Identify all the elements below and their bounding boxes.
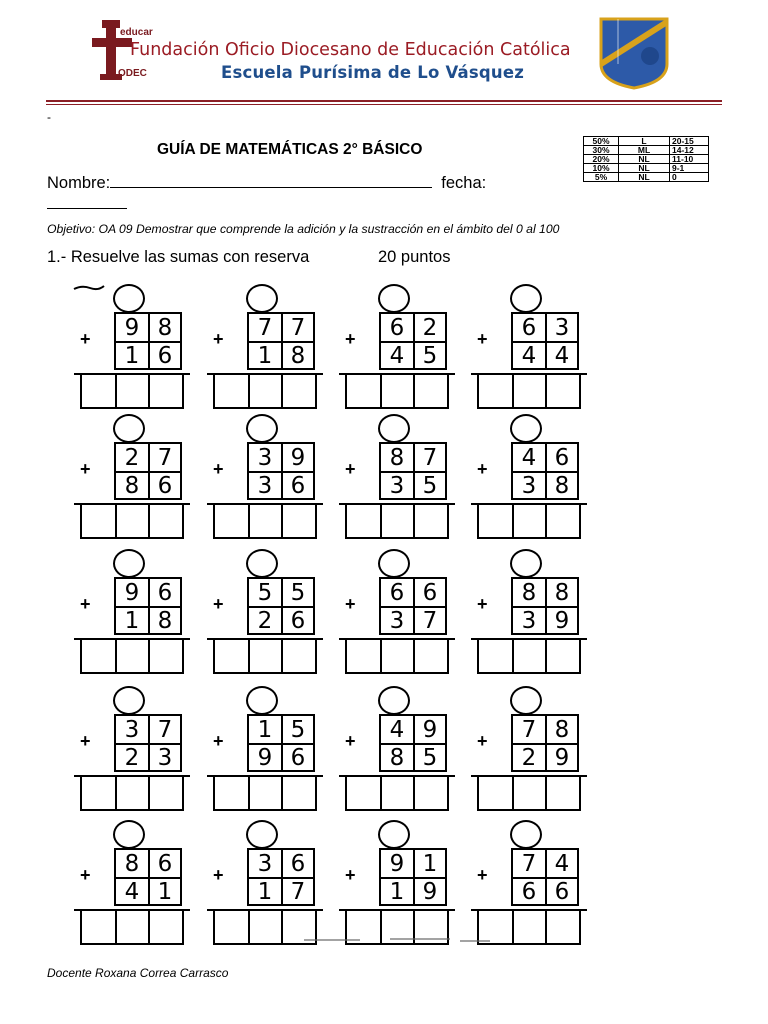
carry-circle[interactable] bbox=[378, 414, 410, 443]
bottom-units-digit: 4 bbox=[554, 343, 570, 369]
plus-sign: + bbox=[477, 731, 488, 751]
addends-grid bbox=[247, 442, 315, 500]
answer-boxes[interactable] bbox=[345, 375, 449, 409]
bottom-units-digit: 5 bbox=[422, 745, 438, 771]
grade-scale-table bbox=[583, 136, 709, 182]
carry-circle[interactable] bbox=[246, 284, 278, 313]
question-points: 20 puntos bbox=[378, 248, 451, 266]
top-tens-digit: 8 bbox=[521, 580, 537, 606]
top-units-digit: 6 bbox=[157, 580, 173, 606]
bottom-tens-digit: 3 bbox=[389, 473, 405, 499]
addition-exercise bbox=[339, 686, 457, 816]
bottom-units-digit: 9 bbox=[554, 745, 570, 771]
grade-cell: 20% bbox=[584, 155, 619, 164]
top-tens-digit: 7 bbox=[257, 315, 273, 341]
addends-grid bbox=[379, 714, 447, 772]
carry-circle[interactable] bbox=[510, 686, 542, 715]
bottom-tens-digit: 1 bbox=[124, 343, 140, 369]
shield-icon bbox=[598, 16, 670, 90]
addends-grid bbox=[511, 312, 579, 370]
top-units-digit: 6 bbox=[290, 851, 306, 877]
bottom-tens-digit: 1 bbox=[257, 879, 273, 905]
addends-grid bbox=[247, 577, 315, 635]
plus-sign: + bbox=[80, 731, 91, 751]
carry-circle[interactable] bbox=[113, 414, 145, 443]
answer-boxes[interactable] bbox=[345, 505, 449, 539]
carry-circle[interactable] bbox=[246, 686, 278, 715]
top-tens-digit: 6 bbox=[389, 315, 405, 341]
top-units-digit: 7 bbox=[157, 445, 173, 471]
school-shield bbox=[598, 16, 670, 90]
addition-exercise bbox=[207, 414, 325, 544]
bottom-units-digit: 9 bbox=[554, 608, 570, 634]
top-tens-digit: 8 bbox=[389, 445, 405, 471]
plus-sign: + bbox=[213, 329, 224, 349]
bottom-tens-digit: 2 bbox=[257, 608, 273, 634]
question-1 bbox=[47, 248, 451, 267]
addition-exercise bbox=[74, 686, 192, 816]
bottom-tens-digit: 8 bbox=[389, 745, 405, 771]
answer-boxes[interactable] bbox=[345, 640, 449, 674]
addition-exercise bbox=[471, 284, 589, 414]
bottom-tens-digit: 1 bbox=[389, 879, 405, 905]
bottom-tens-digit: 4 bbox=[389, 343, 405, 369]
top-tens-digit: 3 bbox=[124, 717, 140, 743]
carry-circle[interactable] bbox=[510, 414, 542, 443]
bottom-tens-digit: 2 bbox=[521, 745, 537, 771]
bottom-units-digit: 1 bbox=[157, 879, 173, 905]
bottom-tens-digit: 3 bbox=[389, 608, 405, 634]
cropped-text-mark bbox=[300, 934, 590, 946]
answer-boxes[interactable] bbox=[477, 505, 581, 539]
addition-exercise bbox=[207, 820, 325, 950]
top-tens-digit: 2 bbox=[124, 445, 140, 471]
top-units-digit: 7 bbox=[422, 445, 438, 471]
name-blank bbox=[110, 171, 432, 188]
bottom-units-digit: 6 bbox=[290, 608, 306, 634]
grade-cell: 50% bbox=[584, 137, 619, 146]
top-tens-digit: 3 bbox=[257, 445, 273, 471]
answer-boxes[interactable] bbox=[477, 375, 581, 409]
top-tens-digit: 1 bbox=[257, 717, 273, 743]
bottom-units-digit: 6 bbox=[157, 473, 173, 499]
header-rule-thin bbox=[46, 104, 722, 105]
addition-exercise bbox=[471, 686, 589, 816]
addition-exercise bbox=[207, 284, 325, 414]
addends-grid bbox=[379, 312, 447, 370]
answer-boxes[interactable] bbox=[477, 777, 581, 811]
bottom-tens-digit: 2 bbox=[124, 745, 140, 771]
top-units-digit: 6 bbox=[422, 580, 438, 606]
answer-boxes[interactable] bbox=[213, 505, 317, 539]
bottom-tens-digit: 9 bbox=[257, 745, 273, 771]
top-tens-digit: 8 bbox=[124, 851, 140, 877]
top-units-digit: 6 bbox=[157, 851, 173, 877]
grade-cell: 5% bbox=[584, 173, 619, 182]
top-tens-digit: 4 bbox=[389, 717, 405, 743]
name-label: Nombre: bbox=[47, 174, 111, 192]
addends-grid bbox=[114, 577, 182, 635]
bottom-units-digit: 6 bbox=[157, 343, 173, 369]
addends-grid bbox=[511, 848, 579, 906]
header-rule bbox=[46, 100, 722, 102]
plus-sign: + bbox=[477, 459, 488, 479]
plus-sign: + bbox=[345, 329, 356, 349]
answer-boxes[interactable] bbox=[80, 911, 184, 945]
logo-top-text: educar bbox=[120, 27, 153, 38]
addition-exercise bbox=[74, 414, 192, 544]
addition-exercise bbox=[207, 686, 325, 816]
plus-sign: + bbox=[80, 594, 91, 614]
grade-cell: L bbox=[619, 137, 670, 146]
date-blank bbox=[47, 208, 127, 209]
top-units-digit: 8 bbox=[554, 717, 570, 743]
top-tens-digit: 7 bbox=[521, 851, 537, 877]
plus-sign: + bbox=[213, 459, 224, 479]
question-label: 1.- Resuelve las sumas con reserva bbox=[47, 248, 310, 266]
bottom-units-digit: 8 bbox=[554, 473, 570, 499]
grade-cell: NL bbox=[619, 155, 670, 164]
addends-grid bbox=[511, 442, 579, 500]
grade-cell: 11-10 bbox=[670, 155, 709, 164]
plus-sign: + bbox=[477, 865, 488, 885]
carry-circle[interactable] bbox=[113, 820, 145, 849]
bottom-tens-digit: 3 bbox=[521, 608, 537, 634]
plus-sign: + bbox=[80, 459, 91, 479]
addends-grid bbox=[379, 848, 447, 906]
top-tens-digit: 9 bbox=[124, 580, 140, 606]
plus-sign: + bbox=[213, 731, 224, 751]
answer-boxes[interactable] bbox=[477, 640, 581, 674]
answer-boxes[interactable] bbox=[345, 777, 449, 811]
grade-cell: 9-1 bbox=[670, 164, 709, 173]
carry-circle[interactable] bbox=[246, 820, 278, 849]
plus-sign: + bbox=[80, 865, 91, 885]
addends-grid bbox=[247, 312, 315, 370]
addition-exercise bbox=[471, 414, 589, 544]
answer-boxes[interactable] bbox=[213, 640, 317, 674]
top-units-digit: 3 bbox=[554, 315, 570, 341]
bottom-units-digit: 7 bbox=[290, 879, 306, 905]
top-units-digit: 1 bbox=[422, 851, 438, 877]
carry-circle[interactable] bbox=[246, 549, 278, 578]
top-units-digit: 2 bbox=[422, 315, 438, 341]
addition-exercise bbox=[74, 820, 192, 950]
bottom-tens-digit: 6 bbox=[521, 879, 537, 905]
bottom-units-digit: 3 bbox=[157, 745, 173, 771]
plus-sign: + bbox=[345, 731, 356, 751]
bottom-units-digit: 8 bbox=[157, 608, 173, 634]
plus-sign: + bbox=[477, 329, 488, 349]
top-tens-digit: 6 bbox=[521, 315, 537, 341]
carry-circle[interactable] bbox=[378, 549, 410, 578]
bottom-tens-digit: 3 bbox=[257, 473, 273, 499]
addition-exercise bbox=[339, 414, 457, 544]
answer-boxes[interactable] bbox=[80, 505, 184, 539]
top-units-digit: 8 bbox=[554, 580, 570, 606]
bottom-tens-digit: 8 bbox=[124, 473, 140, 499]
top-units-digit: 4 bbox=[554, 851, 570, 877]
carry-circle[interactable] bbox=[510, 549, 542, 578]
addends-grid bbox=[247, 848, 315, 906]
carry-circle[interactable] bbox=[378, 820, 410, 849]
grade-row bbox=[584, 173, 709, 182]
addends-grid bbox=[247, 714, 315, 772]
top-tens-digit: 9 bbox=[389, 851, 405, 877]
top-units-digit: 7 bbox=[157, 717, 173, 743]
addends-grid bbox=[511, 714, 579, 772]
teacher-signature: Docente Roxana Correa Carrasco bbox=[47, 966, 229, 980]
bottom-units-digit: 5 bbox=[422, 473, 438, 499]
school-name: Escuela Purísima de Lo Vásquez bbox=[221, 63, 525, 82]
name-date-line bbox=[47, 171, 486, 193]
bottom-tens-digit: 1 bbox=[257, 343, 273, 369]
plus-sign: + bbox=[345, 594, 356, 614]
bottom-units-digit: 5 bbox=[422, 343, 438, 369]
addition-exercise bbox=[339, 820, 457, 950]
addends-grid bbox=[379, 577, 447, 635]
answer-boxes[interactable] bbox=[80, 777, 184, 811]
grade-cell: ML bbox=[619, 146, 670, 155]
grade-cell: 20-15 bbox=[670, 137, 709, 146]
top-tens-digit: 4 bbox=[521, 445, 537, 471]
top-units-digit: 5 bbox=[290, 580, 306, 606]
top-units-digit: 7 bbox=[290, 315, 306, 341]
addition-exercise bbox=[339, 284, 457, 414]
carry-circle[interactable] bbox=[113, 686, 145, 715]
carry-circle[interactable] bbox=[510, 284, 542, 313]
top-tens-digit: 9 bbox=[124, 315, 140, 341]
bottom-units-digit: 6 bbox=[290, 745, 306, 771]
plus-sign: + bbox=[213, 865, 224, 885]
objective-text: Objetivo: OA 09 Demostrar que comprende la adición y la sustracción en el ámbito del 0 al 100 bbox=[47, 222, 560, 236]
top-tens-digit: 3 bbox=[257, 851, 273, 877]
plus-sign: + bbox=[345, 865, 356, 885]
answer-boxes[interactable] bbox=[80, 640, 184, 674]
addition-exercise bbox=[471, 820, 589, 950]
bottom-tens-digit: 1 bbox=[124, 608, 140, 634]
top-tens-digit: 7 bbox=[521, 717, 537, 743]
addition-exercise bbox=[339, 549, 457, 679]
plus-sign: + bbox=[345, 459, 356, 479]
carry-circle[interactable] bbox=[378, 284, 410, 313]
worksheet-title: GUÍA DE MATEMÁTICAS 2° BÁSICO bbox=[157, 141, 423, 158]
top-units-digit: 8 bbox=[157, 315, 173, 341]
carry-circle[interactable] bbox=[378, 686, 410, 715]
stray-mark: - bbox=[47, 110, 51, 124]
plus-sign: + bbox=[80, 329, 91, 349]
carry-circle[interactable] bbox=[246, 414, 278, 443]
addition-exercise bbox=[207, 549, 325, 679]
addends-grid bbox=[114, 312, 182, 370]
bottom-units-digit: 6 bbox=[290, 473, 306, 499]
plus-sign: + bbox=[213, 594, 224, 614]
grade-cell: NL bbox=[619, 173, 670, 182]
organization-name: Fundación Oficio Diocesano de Educación Católica bbox=[130, 40, 571, 60]
top-tens-digit: 6 bbox=[389, 580, 405, 606]
grade-cell: 10% bbox=[584, 164, 619, 173]
bottom-tens-digit: 3 bbox=[521, 473, 537, 499]
carry-circle[interactable] bbox=[510, 820, 542, 849]
grade-cell: NL bbox=[619, 164, 670, 173]
bottom-units-digit: 8 bbox=[290, 343, 306, 369]
carry-circle[interactable] bbox=[113, 549, 145, 578]
grade-cell: 14-12 bbox=[670, 146, 709, 155]
bottom-units-digit: 9 bbox=[422, 879, 438, 905]
top-tens-digit: 5 bbox=[257, 580, 273, 606]
top-units-digit: 9 bbox=[422, 717, 438, 743]
grade-cell: 0 bbox=[670, 173, 709, 182]
top-units-digit: 6 bbox=[554, 445, 570, 471]
addends-grid bbox=[511, 577, 579, 635]
addition-exercise bbox=[74, 284, 192, 414]
addition-exercise bbox=[471, 549, 589, 679]
addends-grid bbox=[114, 442, 182, 500]
addends-grid bbox=[379, 442, 447, 500]
addends-grid bbox=[114, 848, 182, 906]
bottom-units-digit: 7 bbox=[422, 608, 438, 634]
bottom-tens-digit: 4 bbox=[521, 343, 537, 369]
bottom-tens-digit: 4 bbox=[124, 879, 140, 905]
carry-circle[interactable] bbox=[113, 284, 145, 313]
plus-sign: + bbox=[477, 594, 488, 614]
answer-boxes[interactable] bbox=[213, 777, 317, 811]
date-label: fecha: bbox=[441, 174, 487, 192]
top-units-digit: 5 bbox=[290, 717, 306, 743]
addends-grid bbox=[114, 714, 182, 772]
answer-boxes[interactable] bbox=[213, 375, 317, 409]
logo-bottom-text: ODEC bbox=[118, 68, 147, 79]
addition-exercise bbox=[74, 549, 192, 679]
top-units-digit: 9 bbox=[290, 445, 306, 471]
grade-cell: 30% bbox=[584, 146, 619, 155]
bottom-units-digit: 6 bbox=[554, 879, 570, 905]
answer-boxes[interactable] bbox=[80, 375, 184, 409]
